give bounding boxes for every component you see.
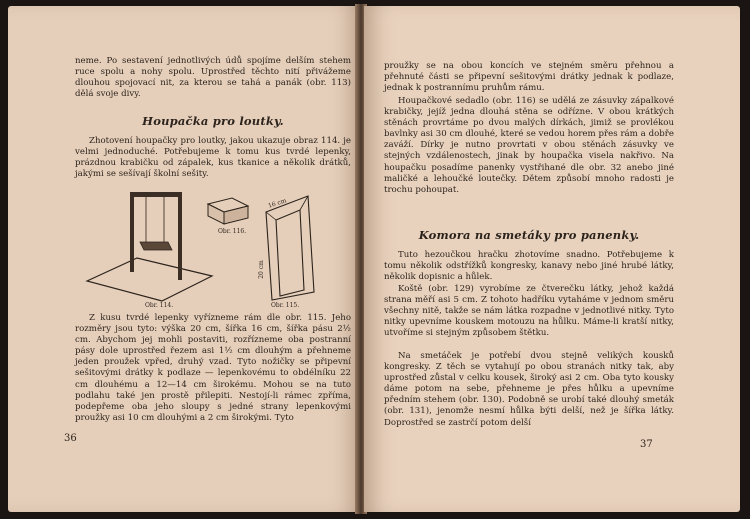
figure-115-frame xyxy=(252,192,338,302)
right-paragraph-3: Tuto hezoučkou hračku zhotovíme snadno. Potřebujeme k tomu několik odstřížků kongresky, kanavy nebo jiné hrubé látky, několik dopisnic a hůlek. xyxy=(384,250,674,283)
figure-116-caption: Obr. 116. xyxy=(218,228,247,235)
right-page xyxy=(364,6,740,512)
left-paragraph-3: Z kusu tvrdé lepenky vyřízneme rám dle obr. 115. Jeho rozměry jsou tyto: výška 20 cm, šířka 16 cm, šířka pásu 2½ cm. Abychom jej mohli postaviti, rozřízneme oba postranní pásy dole uprostřed řezem asi 1½ cm dlouhým a přehneme jeden proužek vpřed, druhý vzad. Tyto nožičky se připevní sešitovými drátky k podlaze — lepenkovému to obdélníku 22 cm dlouhému a 12—14 cm širokému. Mohou se na tuto podlahu také jen prostě přilepiti. Nestojí-li rámec zpříma, podepřeme oba jeho sloupy s jedné strany lepenkovými proužky asi 10 cm dlouhými a 2 cm širokými. Tyto xyxy=(75,313,351,423)
figure-114-caption: Obr. 114. xyxy=(145,302,174,309)
right-heading: Komora na smetáky pro panenky. xyxy=(418,228,640,242)
left-paragraph-2: Zhotovení houpačky pro loutky, jakou ukazuje obraz 114. je velmi jednoduché. Potřebujeme k tomu kus tvrdé lepenky, prázdnou krabičku od zápalek, kus tkanice a několik drátků, jakými se sešívají školní sešity. xyxy=(75,136,351,180)
left-page xyxy=(8,6,360,512)
figure-115-height-label: 20 cm xyxy=(257,260,265,279)
figure-115-width-label: 16 cm xyxy=(267,197,288,210)
left-heading: Houpačka pro loutky. xyxy=(142,114,284,128)
figure-114-swing xyxy=(82,186,222,306)
right-paragraph-4: Koště (obr. 129) vyrobíme ze čtverečku látky, jehož každá strana měří asi 5 cm. Z tohoto hadříku vytaháme v jednom směru všechny nitě, takže se nám látka rozpadne v jednotlivé nitky. Tyto nitky upevníme kouskem motouzu na hůlku. Máme-li kratší nitky, utvoříme si stejným způsobem štětku. xyxy=(384,284,674,339)
right-paragraph-1: proužky se na obou koncích ve stejném směru přehnou a přehnuté části se připevní sešitovými drátky jednak k podlaze, jednak k postrannímu pruhům rámu. xyxy=(384,61,674,94)
figure-116-seat xyxy=(204,196,254,228)
left-paragraph-1: neme. Po sestavení jednotlivých údů spojíme delším stehem ruce spolu a nohy spolu. Uprostřed těchto nití přivážeme dlouhou spojovací nit, za kterou se tahá a panák (obr. 113) dělá svoje divy. xyxy=(75,56,351,100)
left-page-number: 36 xyxy=(64,433,77,444)
right-page-number: 37 xyxy=(640,439,653,450)
right-paragraph-2: Houpačkové sedadlo (obr. 116) se udělá ze zásuvky zápalkové krabičky, jejíž jedna dlouhá stěna se odřízne. V obou krátkých stěnách provrtáme po dvou malých dírkách, jimiž se provlékou bavlnky asi 30 cm dlouhé, které se vedou horem přes rám a dobře zaváží. Dírky je nutno provrtati v obou stěnách zásuvky ve stejných vzdálenostech, jinak by houpačka visela nakřivo. Na houpačku posadíme panenky vystřihané dle obr. 32 anebo jiné maličké a lehoučké loutečky. Dětem způsobí mnoho radosti je trochu pohoupat. xyxy=(384,96,674,195)
right-paragraph-5: Na smetáček je potřebí dvou stejně velikých kousků kongresky. Z těch se vytahují po obou stranách nitky tak, aby uprostřed zůstal v celku kousek, široký asi 2 cm. Oba tyto kousky dáme potom na sebe, přehneme je přes hůlku a upevníme předním stehem (obr. 130). Podobně se urobí také dlouhý smeták (obr. 131), jenomže nesmí hůlka býti delší, než je šířka látky. Doprostřed se zastrčí potom delší xyxy=(384,351,674,428)
figure-115-caption: Obr. 115. xyxy=(271,302,300,309)
